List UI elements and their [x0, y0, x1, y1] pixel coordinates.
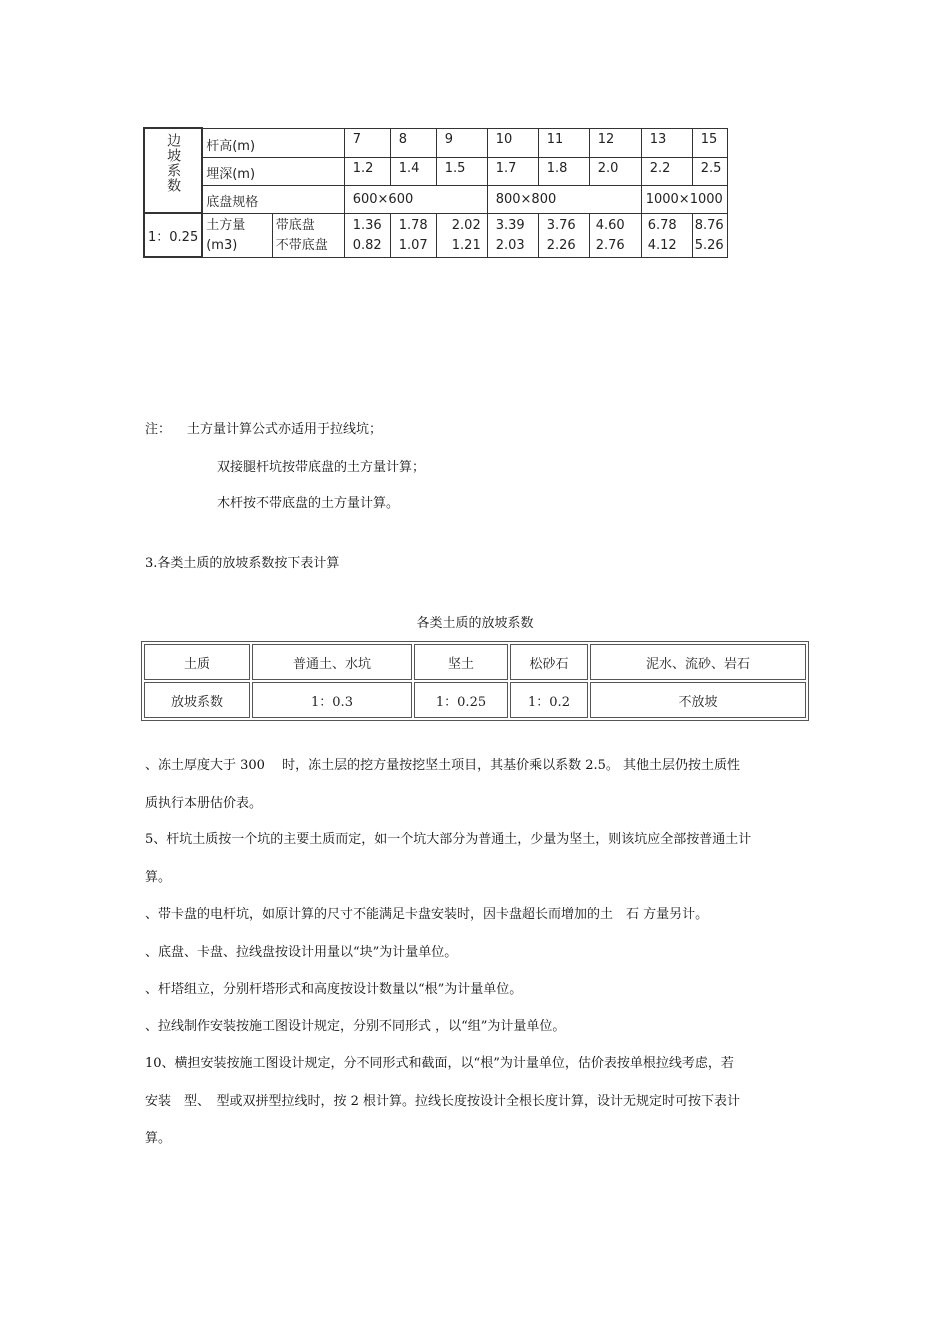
paragraph-5-line-2: 算。 — [145, 870, 172, 885]
paragraph-9: 、拉线制作安装按施工图设计规定，分别不同形式 ，以“组”为计量单位。 — [145, 1019, 566, 1034]
table-cell: 2.2 — [641, 157, 692, 185]
paragraph-10-line-1: 10、横担安装按施工图设计规定，分不同形式和截面，以“根”为计量单位，估价表按单根拉线考虑，若 — [145, 1056, 734, 1071]
base-type-label: 带底盘 不带底盘 — [272, 213, 344, 257]
table-cell: 1000×1000 — [641, 185, 727, 213]
paragraph-4-line-2: 质执行本册估价表。 — [145, 796, 263, 811]
table-cell: 15 — [692, 128, 727, 157]
table-cell: 2.5 — [692, 157, 727, 185]
note-line-3: 木杆按不带底盘的土方量计算。 — [217, 496, 400, 511]
table-cell: 1：0.2 — [510, 682, 588, 718]
slope-coefficient-table — [141, 641, 809, 721]
paragraph-7: 、底盘、卡盘、拉线盘按设计用量以“块”为计量单位。 — [145, 945, 458, 960]
section-3-heading: 3.各类土质的放坡系数按下表计算 — [145, 556, 340, 571]
table-header-cell: 普通土、水坑 — [252, 644, 412, 680]
pole-height-label: 杆高(m) — [202, 128, 344, 157]
base-spec-label: 底盘规格 — [202, 185, 344, 213]
table-cell: 3.39 2.03 — [487, 213, 538, 257]
table-cell: 放坡系数 — [144, 682, 250, 718]
bury-depth-label: 埋深(m) — [202, 157, 344, 185]
pole-earthwork-table — [143, 127, 728, 258]
table-row — [144, 682, 806, 718]
table-cell: 1.2 — [344, 157, 390, 185]
table-cell: 3.76 2.26 — [538, 213, 589, 257]
table-cell: 1.78 1.07 — [390, 213, 436, 257]
note-line-2: 双接腿杆坑按带底盘的土方量计算； — [217, 460, 426, 475]
table-cell: 12 — [589, 128, 641, 157]
table-header-cell: 松砂石 — [510, 644, 588, 680]
table-row — [144, 128, 727, 157]
table-cell: 13 — [641, 128, 692, 157]
table-cell: 8.76 5.26 — [692, 213, 727, 257]
table-row — [144, 157, 727, 185]
slope-table-caption: 各类土质的放坡系数 — [416, 616, 534, 631]
table-header-cell: 泥水、流砂、岩石 — [590, 644, 806, 680]
table-cell: 10 — [487, 128, 538, 157]
note-line-1: 土方量计算公式亦适用于拉线坑； — [187, 422, 383, 437]
table-cell: 11 — [538, 128, 589, 157]
table-cell: 1.36 0.82 — [344, 213, 390, 257]
table-cell: 2.0 — [589, 157, 641, 185]
paragraph-6: 、带卡盘的电杆坑，如原计算的尺寸不能满足卡盘安装时，因卡盘超长而增加的土 石 方量另计。 — [145, 907, 709, 922]
table-header-cell: 坚土 — [414, 644, 508, 680]
table-cell: 不放坡 — [590, 682, 806, 718]
paragraph-4-line-1: 、冻土厚度大于 300 时，冻土层的挖方量按挖坚土项目，其基价乘以系数 2.5。 其他土层仍按土质性 — [145, 758, 741, 773]
table-cell: 1：0.3 — [252, 682, 412, 718]
paragraph-5-line-1: 5、杆坑土质按一个坑的主要土质而定，如一个坑大部分为普通土，少量为坚土，则该坑应全部按普通土计 — [145, 832, 752, 847]
table-row — [144, 185, 727, 213]
table-cell: 1.4 — [390, 157, 436, 185]
paragraph-8: 、杆塔组立，分别杆塔形式和高度按设计数量以“根”为计量单位。 — [145, 982, 523, 997]
slope-ratio: 1：0.25 — [144, 213, 202, 257]
table-cell: 1：0.25 — [414, 682, 508, 718]
table-cell: 4.60 2.76 — [589, 213, 641, 257]
paragraph-10-line-2: 安装 型、 型或双拼型拉线时，按 2 根计算。拉线长度按设计全根长度计算，设计无规定时可按下表计 — [145, 1094, 741, 1109]
earth-volume-label: 土方量 (m3) — [202, 213, 272, 257]
table-cell: 8 — [390, 128, 436, 157]
table-row — [144, 213, 727, 257]
notes-label: 注： — [145, 422, 172, 437]
table-cell: 2.02 1.21 — [436, 213, 487, 257]
table-row — [144, 644, 806, 680]
table-cell: 800×800 — [487, 185, 641, 213]
table-cell: 1.7 — [487, 157, 538, 185]
paragraph-10-line-3: 算。 — [145, 1131, 172, 1146]
table-cell: 600×600 — [344, 185, 487, 213]
table-cell: 9 — [436, 128, 487, 157]
table-cell: 6.78 4.12 — [641, 213, 692, 257]
table-header-cell: 土质 — [144, 644, 250, 680]
table-cell: 1.8 — [538, 157, 589, 185]
table-cell: 7 — [344, 128, 390, 157]
table-cell: 1.5 — [436, 157, 487, 185]
slope-coefficient-header: 边坡系数 — [144, 128, 202, 213]
